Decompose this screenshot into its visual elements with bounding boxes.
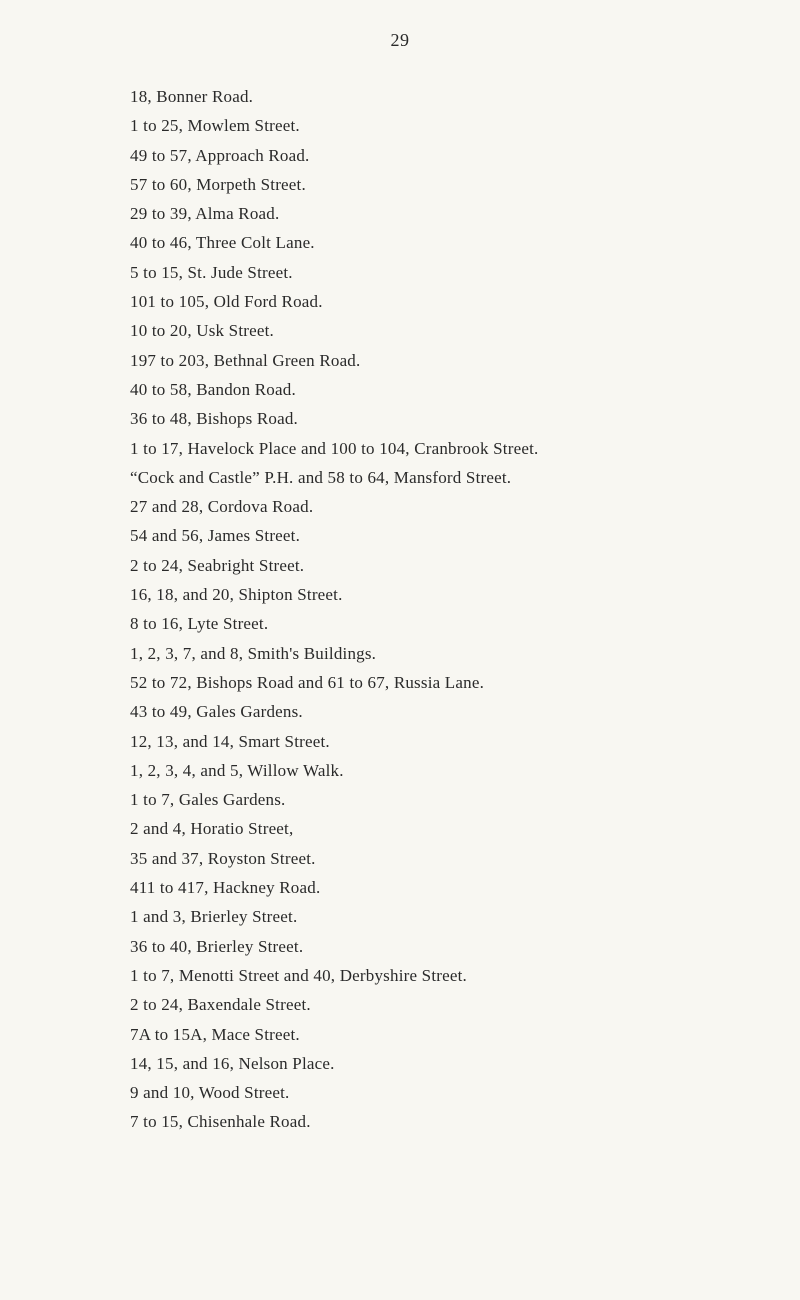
address-entry: 411 to 417, Hackney Road.	[130, 878, 321, 898]
address-entry: 101 to 105, Old Ford Road.	[130, 292, 323, 312]
address-entry: 54 and 56, James Street.	[130, 526, 301, 546]
address-entry: 36 to 40, Brierley Street.	[130, 936, 304, 956]
address-entry: 1 to 7, Gales Gardens.	[130, 790, 286, 810]
address-entry: 1 to 17, Havelock Place and 100 to 104, Cranbrook Street.	[130, 438, 539, 458]
address-entry: 14, 15, and 16, Nelson Place.	[130, 1053, 335, 1073]
address-entry: 1 to 25, Mowlem Street.	[130, 116, 300, 136]
address-entry: 2 and 4, Horatio Street,	[130, 819, 294, 839]
address-entry: 1 and 3, Brierley Street.	[130, 907, 298, 927]
address-entry: 9 and 10, Wood Street.	[130, 1083, 290, 1103]
address-entry: 2 to 24, Seabright Street.	[130, 555, 305, 575]
address-entry: 57 to 60, Morpeth Street.	[130, 174, 306, 194]
address-entry: 18, Bonner Road.	[130, 87, 254, 106]
address-entry: 1, 2, 3, 7, and 8, Smith's Buildings.	[130, 643, 377, 663]
address-entry: 8 to 16, Lyte Street.	[130, 614, 269, 634]
address-entry: 10 to 20, Usk Street.	[130, 321, 274, 341]
page-number: 29	[390, 30, 410, 50]
address-entry: “Cock and Castle” P.H. and 58 to 64, Mansford Street.	[130, 467, 512, 487]
address-entry: 40 to 58, Bandon Road.	[130, 379, 296, 399]
address-list	[130, 82, 770, 1137]
address-entry: 40 to 46, Three Colt Lane.	[130, 233, 315, 253]
address-entry: 43 to 49, Gales Gardens.	[130, 702, 303, 722]
address-entry: 197 to 203, Bethnal Green Road.	[130, 350, 361, 370]
address-entry: 29 to 39, Alma Road.	[130, 204, 280, 224]
address-entry: 36 to 48, Bishops Road.	[130, 409, 299, 429]
address-entry: 12, 13, and 14, Smart Street.	[130, 731, 330, 751]
address-entry: 2 to 24, Baxendale Street.	[130, 995, 311, 1015]
address-entry: 1, 2, 3, 4, and 5, Willow Walk.	[130, 760, 344, 780]
address-entry: 52 to 72, Bishops Road and 61 to 67, Russia Lane.	[130, 672, 485, 692]
address-entry: 16, 18, and 20, Shipton Street.	[130, 585, 343, 605]
address-entry: 5 to 15, St. Jude Street.	[130, 262, 293, 282]
address-entry: 1 to 7, Menotti Street and 40, Derbyshire Street.	[130, 965, 467, 985]
address-entry: 27 and 28, Cordova Road.	[130, 497, 314, 517]
address-entry: 35 and 37, Royston Street.	[130, 848, 316, 868]
address-entry: 7A to 15A, Mace Street.	[130, 1024, 300, 1044]
address-entry: 49 to 57, Approach Road.	[130, 145, 310, 165]
address-entry: 7 to 15, Chisenhale Road.	[130, 1112, 311, 1132]
